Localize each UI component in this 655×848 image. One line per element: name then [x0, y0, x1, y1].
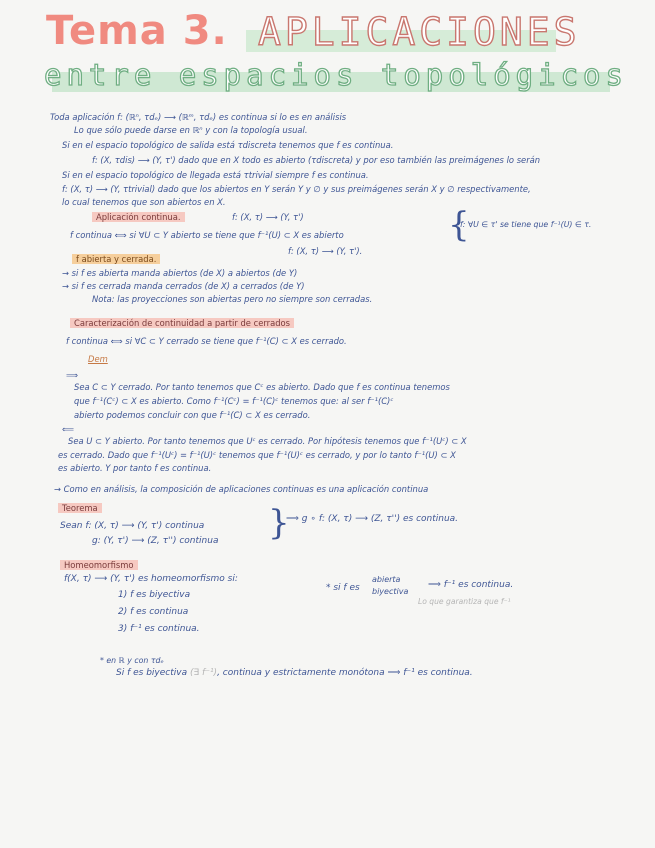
note-line: 3) f⁻¹ es continua. — [118, 624, 200, 634]
note-line: abierto podemos concluir con que f⁻¹(C) ⊂ X es cerrado. — [74, 410, 311, 420]
note-text: Si f es biyectiva — [116, 668, 188, 678]
note-line: → si f es cerrada manda cerrados (de X) a cerrados (de Y) — [62, 281, 305, 291]
brace-icon: { — [448, 205, 470, 245]
note-line: f: (X, τ) ⟶ (Y, τ') — [232, 212, 304, 222]
note-line: ⟹ f⁻¹ es continua. — [428, 580, 514, 590]
note-line: que f⁻¹(Cᶜ) ⊂ X es abierto. Como f⁻¹(Cᶜ) = f⁻¹(C)ᶜ tenemos que: al ser f⁻¹(C)ᶜ — [74, 396, 394, 406]
note-line: f continua ⟺ si ∀C ⊂ Y cerrado se tiene que f⁻¹(C) ⊂ X es cerrado. — [66, 336, 347, 346]
heading-aplicacion-continua: Aplicación continua. — [92, 212, 185, 222]
note-line: lo cual tenemos que son abiertos en X. — [62, 197, 226, 207]
note-line: → si f es abierta manda abiertos (de X) a abiertos (de Y) — [62, 268, 298, 278]
note-line-faint: Lo que garantiza que f⁻¹ — [418, 597, 511, 606]
arrow-right-icon: ⟹ — [66, 370, 79, 380]
heading-teorema: Teorema — [58, 503, 102, 513]
title-tema: Tema 3. — [46, 8, 228, 54]
note-text: , continua y estrictamente monótona ⟹ f⁻¹ es continua. — [217, 668, 473, 678]
note-line: * si f es — [326, 583, 360, 593]
note-line: f: (X, τ) ⟶ (Y, τtrivial) dado que los abiertos en Y serán Y y ∅ y sus preimágenes serán X y ∅ respectivamente, — [62, 184, 531, 194]
note-line: f: ∀U ∈ τ' se tiene que f⁻¹(U) ∈ τ. — [460, 220, 592, 229]
note-line: Nota: las proyecciones son abiertas pero no siempre son cerradas. — [92, 294, 373, 304]
heading-abierta-cerrada: f abierta y cerrada. — [72, 254, 160, 264]
note-line: es cerrado. Dado que f⁻¹(Uᶜ) = f⁻¹(U)ᶜ tenemos que f⁻¹(U)ᶜ es cerrado, y por lo tanto f⁻¹(U) ⊂ X — [58, 450, 456, 460]
note-line: Sea U ⊂ Y abierto. Por tanto tenemos que Uᶜ es cerrado. Por hipótesis tenemos que f⁻¹(Uᶜ) ⊂ X — [68, 436, 467, 446]
note-line: Toda aplicación f: (ℝⁿ, τdₑ) ⟶ (ℝᵐ, τdₑ) es continua si lo es en análisis — [50, 112, 347, 122]
demo-label: Dem — [88, 354, 108, 364]
note-line: 2) f es continua — [118, 607, 189, 617]
arrow-left-icon: ⟸ — [62, 424, 75, 434]
note-line: f continua ⟺ si ∀U ⊂ Y abierto se tiene que f⁻¹(U) ⊂ X es abierto — [70, 230, 344, 240]
note-line: es abierto. Y por tanto f es continua. — [58, 463, 212, 473]
title-aplicaciones: APLICACIONES — [258, 10, 581, 54]
note-line: * en ℝ y con τdₑ — [100, 656, 164, 665]
note-line: Sean f: (X, τ) ⟶ (Y, τ') continua — [60, 521, 205, 531]
subtitle-entre-espacios: entre espacios topológicos — [44, 58, 628, 92]
note-line — [116, 668, 473, 678]
brace-icon: } — [268, 503, 290, 543]
note-text-faint: (∃ f⁻¹) — [189, 668, 218, 678]
note-line: Sea C ⊂ Y cerrado. Por tanto tenemos que Cᶜ es abierto. Dado que f es continua tenemos — [74, 382, 450, 392]
note-line: biyectiva — [372, 587, 409, 596]
note-line: f(X, τ) ⟶ (Y, τ') es homeomorfismo si: — [64, 574, 238, 584]
note-line: Si en el espacio topológico de salida está τdiscreta tenemos que f es continua. — [62, 140, 394, 150]
note-line: 1) f es biyectiva — [118, 590, 191, 600]
note-line: abierta — [372, 575, 401, 584]
note-line: g: (Y, τ') ⟶ (Z, τ'') continua — [92, 536, 219, 546]
note-line: f: (X, τ) ⟶ (Y, τ'). — [288, 246, 363, 256]
note-line: Si en el espacio topológico de llegada está τtrivial siempre f es continua. — [62, 170, 369, 180]
note-line: ⟹ g ∘ f: (X, τ) ⟶ (Z, τ'') es continua. — [286, 514, 459, 524]
note-line: f: (X, τdis) ⟶ (Y, τ') dado que en X todo es abierto (τdiscreta) y por eso también las preimágenes lo serán — [92, 155, 541, 165]
note-line: Lo que sólo puede darse en ℝⁿ y con la topología usual. — [74, 125, 308, 135]
heading-caracterizacion: Caracterización de continuidad a partir de cerrados — [70, 318, 294, 328]
note-line: → Como en análisis, la composición de aplicaciones continuas es una aplicación continua — [54, 484, 429, 494]
heading-homeomorfismo: Homeomorfismo — [60, 560, 138, 570]
